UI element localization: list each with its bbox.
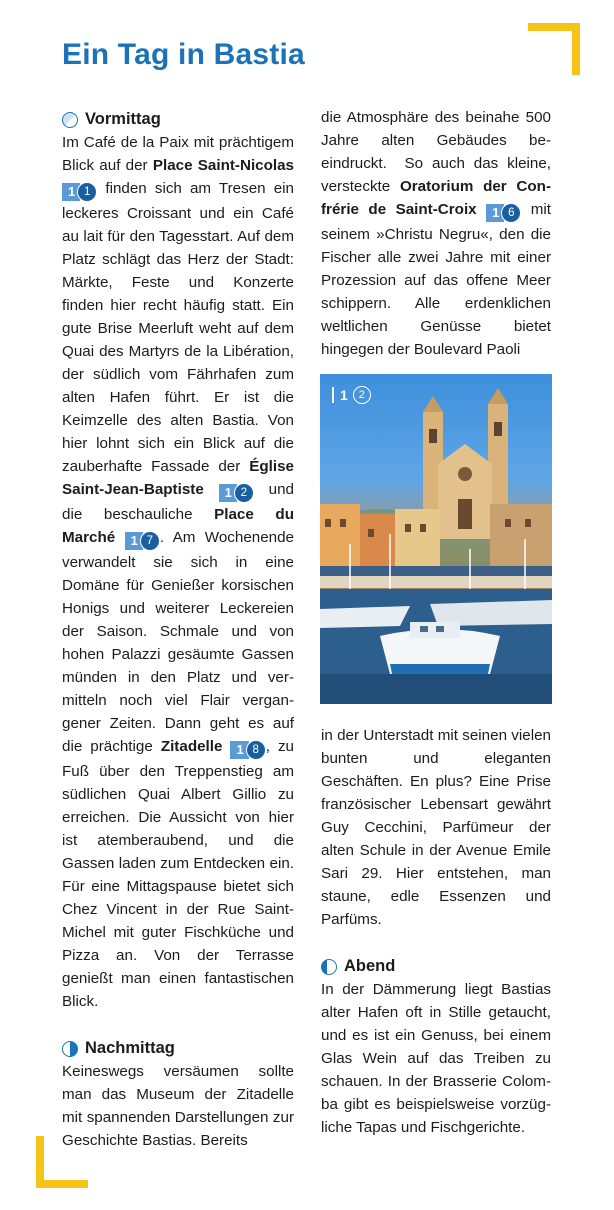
left-column — [62, 104, 294, 1152]
corner-mark-top-right-vertical — [572, 23, 580, 75]
map-reference-badge[interactable]: 1 8 — [230, 740, 265, 760]
page-title: Ein Tag in Bastia — [62, 38, 305, 71]
morning-paragraph: Im Café de la Paix mit prächtigem Blick auf der Place Saint-Nicolas 1 1 finden sich am Tresen ein leckeres Croissant und ein Café au lait für den Tagesstart. Auf dem Platz schlägt das Herz der Stadt: Märkte, Feste und Konzerte finden hier recht häufig statt. Ein gute Brise Meerluft weht auf dem Quai des Martyrs de la Libération, der südlich vom Fährhafen zum alten Hafen führt. Er ist die Keimzelle des alten Bastia. Von hier lohnt sich ein Blick auf die zauberhafte Fassade der Église Saint-Jean-Baptiste 1 2 und die beschauliche Place du Marché 1 7 . Am Wochenende verwandelt sie sich in eine Domäne für Genießer korsischen Honigs und weiterer Leckereien der Saison. Schmale und von hohen Palazzi gesäumte Gassen münden in den Platz und vermitteln noch viel Flair vergangener Zeiten. Dann geht es auf die prächtige Zitadelle 1 8 , zu Fuß über den Treppenstieg am südlichen Quai Albert Gillio zu erreichen. Die Aussicht von hier ist atemberaubend, und die Gassen laden zum Entdecken ein. Für eine Mittagspause bietet sich Chez Vincent in der Rue Saint-Michel mit guter Fischküche und Pizza an. Von der Terrasse genießt man einen fantastischen Blick. — [62, 134, 294, 1010]
morning-moon-icon — [62, 112, 78, 128]
place-name: Place Saint-Nicolas — [152, 157, 294, 174]
afternoon-paragraph-continued: die Atmosphäre des beinahe 500 Jahre alten Gebäudes beeindruckt. So auch das kleine, versteckte Oratorium der Confrérie de Saint-Croix 1 6 mit seinem »Christu Negru«, den die Fischer alle zwei Jahre mit einer Prozession auf das offene Meer schippern. Alle erdenklichen weltlichen Genüsse bietet hingegen der Boulevard Paoli — [321, 109, 552, 358]
section-heading-morning: Vormittag — [62, 108, 294, 131]
place-name: Église Saint-Jean-Baptiste — [62, 458, 294, 498]
evening-paragraph: In der Dämmerung liegt Bastias alter Hafen oft in Stille getaucht, und es ist ein Genuss, bei einem Glas Wein auf das Treiben zu schauen. In der Brasserie Colomba gibt es beispielsweise vorzügliche Tapas und Fischgerichte. — [321, 981, 551, 1136]
map-reference-badge[interactable]: 1 2 — [219, 483, 254, 503]
map-reference-badge[interactable]: 1 6 — [486, 203, 521, 223]
photo-map-reference: 1 2 — [332, 386, 371, 404]
map-reference-badge[interactable]: 1 7 — [125, 531, 160, 551]
section-heading-evening: Abend — [321, 955, 551, 978]
corner-mark-bottom-left-vertical — [36, 1136, 44, 1188]
harbour-illustration — [320, 374, 552, 704]
place-name: Place du Marché — [62, 506, 294, 546]
right-column-lower — [321, 724, 551, 1139]
evening-moon-icon — [321, 959, 337, 975]
bastia-harbour-photo — [320, 374, 552, 704]
afternoon-paragraph-end: in der Unterstadt mit seinen vielen bunten und eleganten Geschäften. En plus? Eine Prise französischer Lebensart gewährt Guy Cecchini, Parfümeur der alten Schule in der Avenue Emile Sari 29. Hier entstehen, man staune, edle Essenzen und Parfüms. — [321, 727, 551, 928]
section-heading-afternoon: Nachmittag — [62, 1037, 294, 1060]
place-name: Zitadelle — [160, 738, 223, 755]
place-name: Oratorium der Confrérie de Saint-Croix — [321, 178, 552, 218]
right-column-upper — [321, 106, 551, 361]
afternoon-paragraph-start: Keineswegs versäumen sollte man das Museum der Zitadelle mit spannenden Darstellungen zur Geschichte Bastias. Bereits — [62, 1063, 294, 1149]
map-reference-badge[interactable]: 1 1 — [62, 182, 97, 202]
afternoon-moon-icon — [62, 1041, 78, 1057]
